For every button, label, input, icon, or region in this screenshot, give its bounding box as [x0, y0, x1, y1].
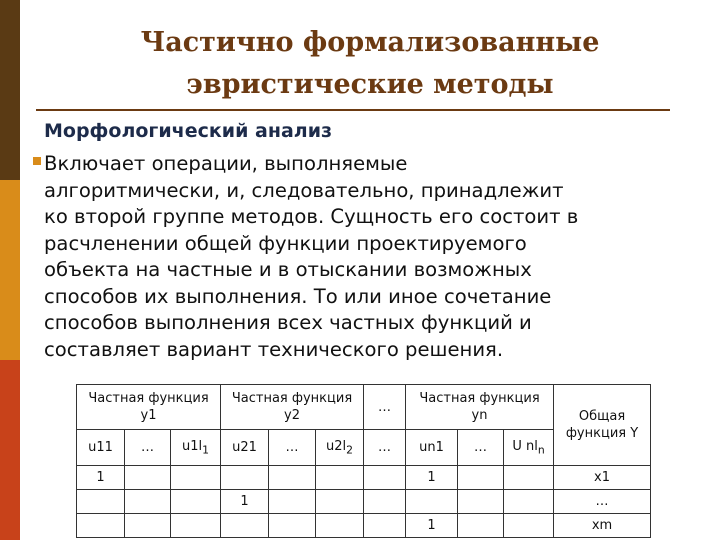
- slide-subtitle: Морфологический анализ: [44, 120, 333, 142]
- cell-u2l: $u2l_2$: [316, 430, 364, 466]
- body-line: Включает операции, выполняемые: [44, 152, 408, 175]
- cell-result: …: [554, 490, 651, 514]
- table-row: [77, 490, 651, 514]
- cell-un1: un1: [406, 430, 458, 466]
- header-ellipsis: …: [364, 385, 406, 430]
- body-line: алгоритмически, и, следовательно, принадлежит: [44, 178, 564, 202]
- sidebar-block-bottom: [0, 360, 20, 540]
- cell-variant: 1: [221, 490, 269, 514]
- cell-u1l: $u1l_1$: [171, 430, 221, 466]
- cell-u21: u21: [221, 430, 269, 466]
- cell-variant: 1: [406, 466, 458, 490]
- morphological-table: [76, 384, 651, 538]
- header-total-function: Общая функция Y: [554, 385, 651, 466]
- cell-variant: 1: [406, 514, 458, 538]
- title-line-1: Частично формализованные: [140, 27, 600, 58]
- decorative-sidebar: [0, 0, 20, 540]
- cell-variant: 1: [77, 466, 125, 490]
- body-line: способов выполнения всех частных функций и: [44, 311, 532, 334]
- slide-title: [40, 22, 700, 106]
- cell-ellipsis: …: [458, 430, 504, 466]
- cell-ellipsis: …: [269, 430, 316, 466]
- body-line: ко второй группе методов. Сущность его состоит в: [44, 205, 579, 228]
- body-line: объекта на частные и в отыскании возможных: [44, 258, 532, 281]
- header-function-y1: Частная функция y1: [77, 385, 221, 430]
- title-line-2: эвристические методы: [186, 69, 554, 100]
- cell-result: xm: [554, 514, 651, 538]
- body-line: составляет вариант технического решения.: [44, 337, 504, 361]
- sidebar-block-middle: [0, 180, 20, 360]
- sidebar-block-top: [0, 0, 20, 180]
- title-divider: [36, 109, 670, 111]
- cell-ellipsis: …: [364, 430, 406, 466]
- bullet-marker: [33, 157, 41, 165]
- header-function-yn: Частная функция yn: [406, 385, 554, 430]
- body-paragraph: [44, 151, 694, 363]
- body-line: расчленении общей функции проектируемого: [44, 231, 527, 255]
- table-header-row: [77, 385, 651, 430]
- body-line: способов их выполнения. То или иное сочетание: [44, 284, 552, 308]
- table-row: [77, 466, 651, 490]
- header-function-y2: Частная функция y2: [221, 385, 364, 430]
- cell-u11: u11: [77, 430, 125, 466]
- cell-result: x1: [554, 466, 651, 490]
- table-row: [77, 514, 651, 538]
- cell-unl: U $nl_n$: [504, 430, 554, 466]
- cell-ellipsis: …: [125, 430, 171, 466]
